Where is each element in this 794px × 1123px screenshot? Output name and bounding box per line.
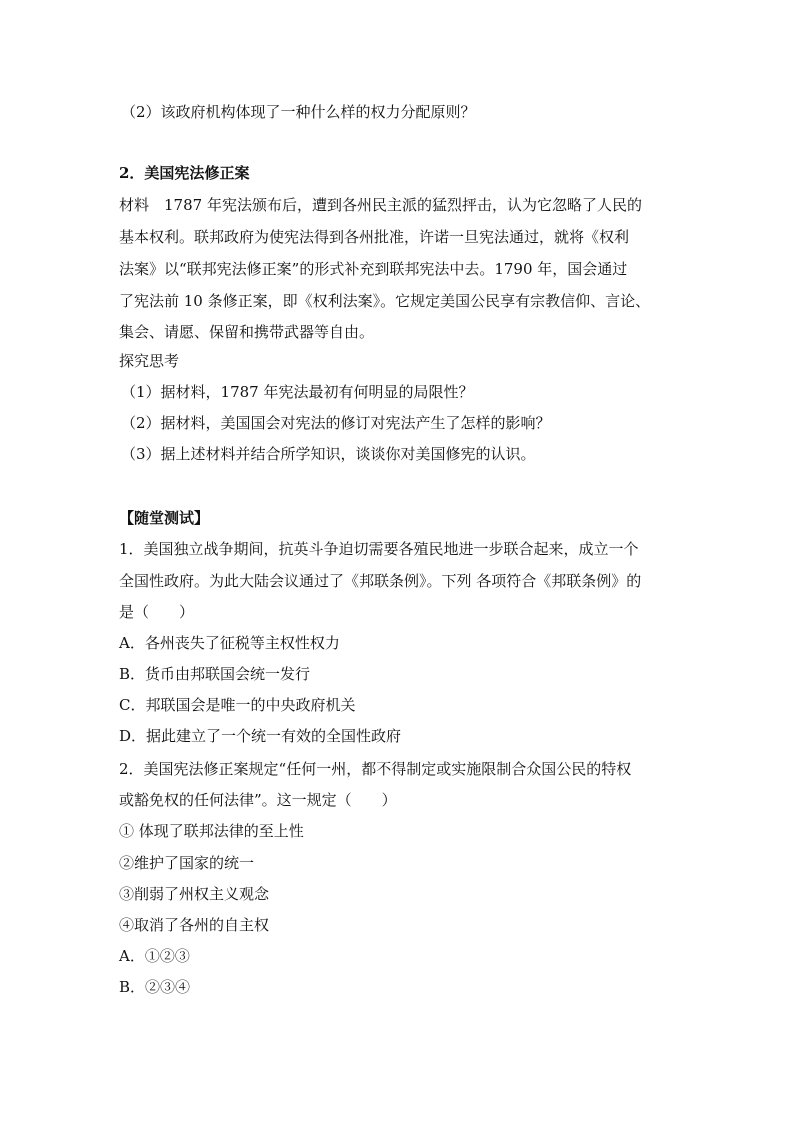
- explore-question: （1）据材料，1787 年宪法最初有何明显的局限性？: [121, 383, 474, 401]
- quiz-q2-statement: ④取消了各州的自主权: [119, 916, 270, 934]
- quiz-q1-option-d: D．据此建立了一个统一有效的全国性政府: [119, 727, 402, 745]
- material-line: 了宪法前 10 条修正案，即《权利法案》。它规定美国公民享有宗教信仰、言论、: [119, 292, 651, 310]
- explore-question: （3）据上述材料并结合所学知识，谈谈你对美国修宪的认识。: [121, 445, 536, 463]
- quiz-q1-line: 全国性政府。为此大陆会议通过了《邦联条例》。下列 各项符合《邦联条例》的: [119, 572, 642, 590]
- quiz-q2-statement: ① 体现了联邦法律的至上性: [119, 822, 304, 840]
- quiz-q2-line: 或豁免权的任何法律”。这一规定（ ）: [119, 791, 397, 809]
- quiz-q2-statement: ③削弱了州权主义观念: [119, 885, 270, 903]
- section2-heading: 2．美国宪法修正案: [119, 164, 250, 182]
- explore-label: 探究思考: [119, 352, 180, 370]
- quiz-q1-option-b: B．货币由邦联国会统一发行: [119, 665, 311, 683]
- quiz-q2-option-b: B．②③④: [119, 978, 191, 996]
- quiz-heading: 【随堂测试】: [119, 509, 210, 527]
- material-line: 集会、请愿、保留和携带武器等自由。: [119, 323, 375, 341]
- section1-question-2: （2）该政府机构体现了一种什么样的权力分配原则？: [121, 103, 476, 121]
- explore-question: （2）据材料，美国国会对宪法的修订对宪法产生了怎样的影响？: [121, 414, 551, 432]
- quiz-q2-option-a: A．①②③: [119, 947, 190, 965]
- quiz-q1-option-c: C．邦联国会是唯一的中央政府机关: [119, 696, 356, 714]
- quiz-q1-line: 1．美国独立战争期间，抗英斗争迫切需要各殖民地进一步联合起来，成立一个: [119, 540, 639, 558]
- quiz-q2-line: 2．美国宪法修正案规定“任何一州，都不得制定或实施限制合众国公民的特权: [119, 760, 632, 778]
- material-line: 材料 1787 年宪法颁布后，遭到各州民主派的猛烈抨击，认为它忽略了人民的: [119, 196, 642, 214]
- quiz-q1-line: 是（ ）: [119, 603, 195, 621]
- quiz-q1-option-a: A．各州丧失了征税等主权性权力: [119, 634, 340, 652]
- material-line: 法案》以“联邦宪法修正案”的形式补充到联邦宪法中去。1790 年，国会通过: [119, 260, 628, 278]
- material-line: 基本权利。联邦政府为使宪法得到各州批准，许诺一旦宪法通过，就将《权利: [119, 228, 630, 246]
- quiz-q2-statement: ②维护了国家的统一: [119, 854, 255, 872]
